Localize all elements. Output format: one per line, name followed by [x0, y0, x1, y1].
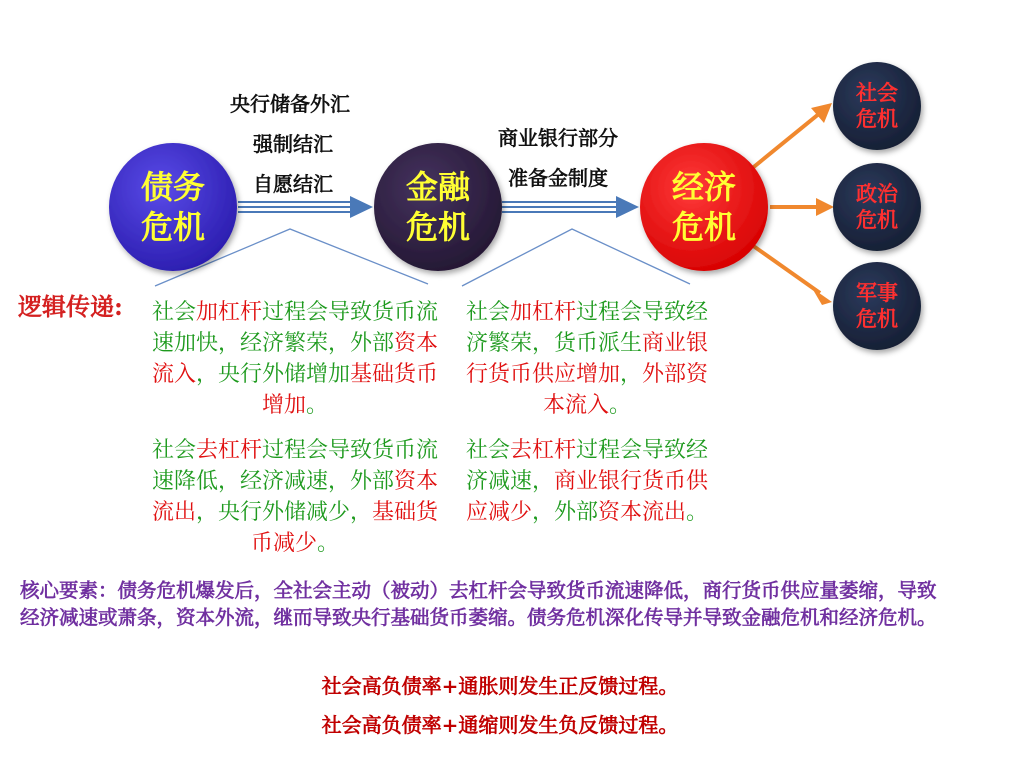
paragraph-left-leverage-down — [150, 435, 440, 559]
financial-crisis-line1: 金融 — [405, 168, 471, 206]
text-run: 过程会导致货币流速降低，经济减速，外部 — [151, 438, 439, 494]
arrow-to-political — [770, 198, 834, 216]
text-run: 去杠杆 — [509, 438, 576, 463]
logic-title: 逻辑传递: — [18, 292, 123, 321]
text-run: 资本流出 — [598, 500, 687, 525]
text-run: 过程会导致货币流速加快，经济繁荣，外部 — [151, 300, 439, 356]
financial-crisis-line2: 危机 — [405, 208, 471, 246]
text-run: 商业银行货币供应减少 — [465, 469, 709, 525]
text-run: 。 — [306, 393, 329, 418]
economic-crisis-line1: 经济 — [671, 168, 737, 206]
arrow2-label-1: 商业银行部分 — [498, 126, 618, 150]
arrow1-label-1: 央行储备外汇 — [230, 92, 350, 116]
arrow1-label-3: 自愿结汇 — [253, 172, 333, 196]
positive-feedback-text: 社会高负债率+通胀则发生正反馈过程。 — [321, 674, 679, 698]
text-run: 资本流入 — [151, 331, 439, 387]
social-crisis-line2: 危机 — [856, 106, 898, 131]
paragraph-right-leverage-down — [456, 435, 718, 528]
economic-crisis-circle — [640, 143, 768, 271]
arrow-financial-to-economic — [502, 196, 639, 218]
text-run: 商业银行货币供应增加 — [465, 331, 709, 387]
core-elements-text: 核心要素：债务危机爆发后，全社会主动（被动）去杠杆会导致货币流速降低，商行货币供应量萎缩，导致经济减速或萧条，资本外流，继而导致央行基础货币萎缩。债务危机深化传导并导致金融危机和经济危机。 — [20, 579, 937, 629]
text-run: 基础货币增加 — [261, 362, 439, 418]
political-crisis-line2: 危机 — [856, 207, 898, 232]
text-run: 社会 — [465, 300, 510, 325]
paragraph-right-leverage-up — [456, 297, 718, 421]
debt-crisis-circle — [109, 143, 237, 271]
text-run: ，外部 — [531, 500, 598, 525]
text-run: 加杠杆 — [195, 300, 262, 325]
negative-feedback-text: 社会高负债率+通缩则发生负反馈过程。 — [321, 713, 679, 737]
arrow-to-military — [752, 245, 832, 305]
text-run: 加杠杆 — [509, 300, 576, 325]
text-run: 。 — [686, 500, 709, 525]
arrow-debt-to-financial — [238, 196, 373, 218]
arrow2-label-2: 准备金制度 — [508, 166, 608, 190]
economic-crisis-line2: 危机 — [671, 208, 737, 246]
text-run: 社会 — [465, 438, 510, 463]
arrow-to-social — [750, 103, 832, 170]
text-run: 过程会导致经济繁荣，货币派生 — [465, 300, 709, 356]
text-run: 社会 — [151, 438, 196, 463]
text-run: 。 — [317, 531, 340, 556]
text-run: 过程会导致经济减速， — [465, 438, 709, 494]
military-crisis-line2: 危机 — [856, 306, 898, 331]
financial-crisis-circle — [374, 143, 502, 271]
text-run: ，央行外储增加 — [195, 362, 350, 387]
paragraph-left-leverage-up — [150, 297, 440, 421]
text-run: 。 — [609, 393, 632, 418]
military-crisis-line1: 军事 — [856, 280, 898, 305]
text-run: 社会 — [151, 300, 196, 325]
text-run: ， — [619, 362, 642, 387]
arrow1-label-2: 强制结汇 — [253, 132, 333, 156]
text-run: 基础货币减少 — [250, 500, 439, 556]
debt-crisis-line1: 债务 — [140, 168, 206, 206]
political-crisis-line1: 政治 — [856, 181, 898, 206]
text-run: 去杠杆 — [195, 438, 262, 463]
text-run: 外部资本流入 — [542, 362, 709, 418]
social-crisis-line1: 社会 — [856, 80, 898, 105]
text-run: ，央行外储减少， — [195, 500, 372, 525]
text-run: 资本流出 — [151, 469, 439, 525]
debt-crisis-line2: 危机 — [140, 208, 206, 246]
